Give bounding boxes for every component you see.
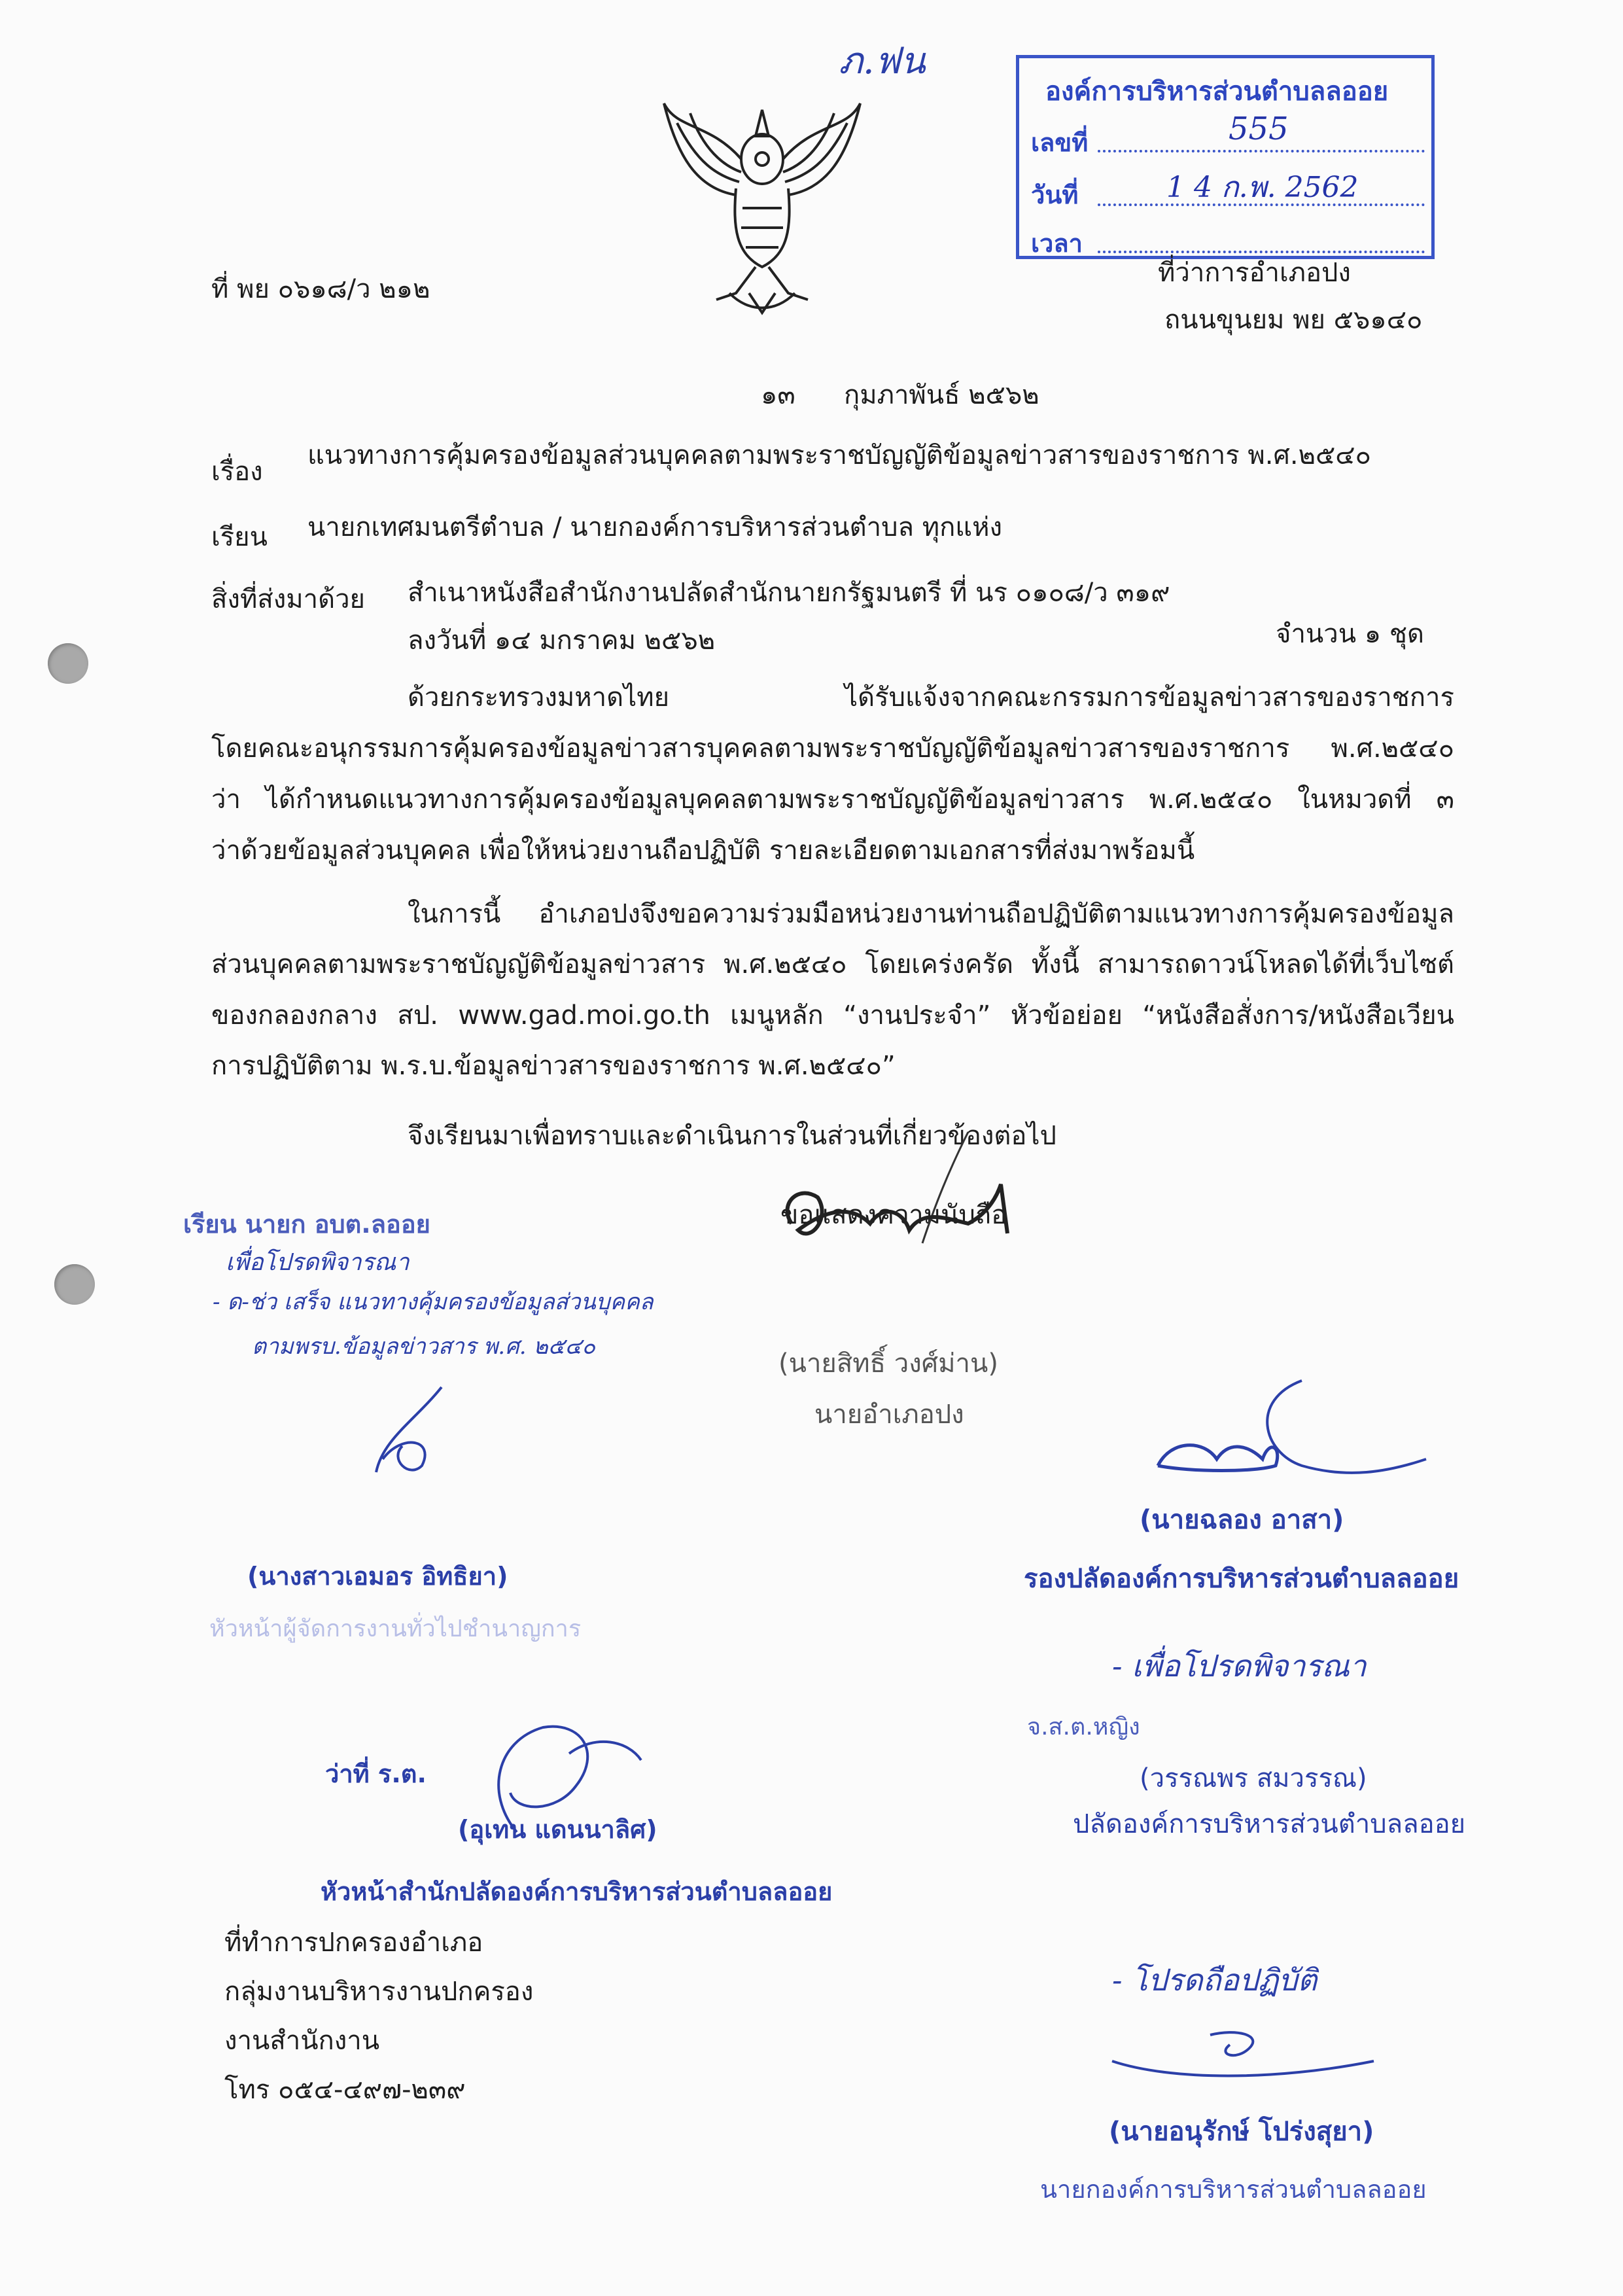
regards: ขอแสดงความนับถือ [780,1200,1007,1230]
annotation-left-line3: ตามพรบ.ข้อมูลข่าวสาร พ.ศ. ๒๕๔๐ [252,1333,595,1360]
date-month-year: กุมภาพันธ์ ๒๕๖๒ [844,380,1039,410]
stamp-date-value: 1 4 ก.พ. 2562 [1166,171,1359,204]
acting-title: หัวหน้าสำนักปลัดองค์การบริหารส่วนตำบลลออย [321,1877,833,1906]
annotation-left-line2: - ด-ช่ว เสร็จ แนวทางคุ้มครองข้อมูลส่วนบุคคล [213,1289,654,1315]
garuda-emblem-icon [657,97,867,319]
annotation-left-line1: เพื่อโปรดพิจารณา [226,1249,410,1276]
acting-label: ว่าที่ ร.ต. [325,1759,427,1788]
mayor-title: นายกองค์การบริหารส่วนตำบลลออย [1040,2175,1427,2204]
stamp-number-dots [1098,150,1425,152]
district-chief-signature [772,1125,1047,1256]
stamp-time-dots [1098,251,1425,253]
office-line3: งานสำนักงาน [224,2026,380,2056]
deputy-note: - เพื่อโปรดพิจารณา [1112,1648,1367,1684]
enclosure-label: สิ่งที่ส่งมาด้วย [211,584,365,614]
enclosure-line2: ลงวันที่ ๑๔ มกราคม ๒๕๖๒ [408,626,716,656]
stamp-time-label: เวลา [1031,229,1083,258]
sender-address: ถนนขุนยม พย ๕๖๑๔๐ [1164,305,1423,335]
body-p2-line1: ในการนี้ อำเภอปงจึงขอความร่วมมือหน่วยงานท่านถือปฏิบัติตามแนวทางการคุ้มครองข้อมูล [408,899,1454,929]
subject-text: แนวทางการคุ้มครองข้อมูลส่วนบุคคลตามพระราชบัญญัติข้อมูลข่าวสารของราชการ พ.ศ.๒๕๔๐ [307,440,1371,470]
recipient-label: เรียน [211,522,268,552]
body-p1-line2: โดยคณะอนุกรรมการคุ้มครองข้อมูลข่าวสารบุคคลตามพระราชบัญญัติข้อมูลข่าวสารของราชการ พ.ศ.๒๕๔๐ [211,733,1454,764]
annotation-left-name: (นางสาวเอมอร อิทธิยา) [247,1562,508,1591]
recipient-text: นายกเทศมนตรีตำบล / นายกองค์การบริหารส่วนตำบล ทุกแห่ง [307,512,1002,542]
left-initial-signature [363,1381,468,1485]
body-p1-line3: ว่า ได้กำหนดแนวทางการคุ้มครองข้อมูลบุคคลตามพระราชบัญญัติข้อมูลข่าวสาร พ.ศ.๒๕๔๐ ในหมวดที่ ๓ [211,785,1454,815]
mayor-note: - โปรดถือปฏิบัติ [1112,1962,1318,1998]
stamp-number-label: เลขที่ [1031,128,1089,157]
body-p2-line3: ของกลองกลาง สป. www.gad.moi.go.th เมนูหลัก “งานประจำ” หัวข้อย่อย “หนังสือสั่งการ/หนังสือเวียน [211,1000,1454,1031]
clerk-name: (วรรณพร สมวรรณ) [1140,1763,1367,1793]
punch-hole-bottom [54,1264,95,1305]
punch-hole-top [48,643,88,684]
clerk-label: จ.ส.ต.หญิง [1027,1714,1140,1740]
body-p1-line1: ด้วยกระทรวงมหาดไทย ได้รับแจ้งจากคณะกรรมการข้อมูลข่าวสารของราชการ [408,682,1454,713]
top-handwritten-note: ภ.ฟน [839,40,926,82]
deputy-title: รองปลัดองค์การบริหารส่วนตำบลลออย [1024,1564,1459,1594]
stamp-org: องค์การบริหารส่วนตำบลลออย [1045,77,1389,107]
stamp-date-label: วันที่ [1031,181,1079,209]
deputy-name: (นายฉลอง อาสา) [1140,1505,1344,1535]
office-line2: กลุ่มงานบริหารงานปกครอง [224,1977,534,2007]
office-line1: ที่ทำการปกครองอำเภอ [224,1928,483,1958]
acting-name: (อุเทน แดนนาลิศ) [458,1815,657,1844]
enclosure-count: จำนวน ๑ ชุด [1276,619,1424,649]
office-phone: โทร ๐๕๔-๔๙๗-๒๓๙ [224,2075,466,2105]
mayor-signature [1106,2009,1380,2087]
body-p2-line4: การปฏิบัติตาม พ.ร.บ.ข้อมูลข่าวสารของราชการ พ.ศ.๒๕๔๐” [211,1051,896,1081]
closing-line: จึงเรียนมาเพื่อทราบและดำเนินการในส่วนที่เกี่ยวข้องต่อไป [408,1121,1056,1151]
mayor-name: (นายอนุรักษ์ โปร่งสุยา) [1109,2117,1374,2147]
sender-office: ที่ว่าการอำเภอปง [1158,258,1351,288]
district-chief-title: นายอำเภอปง [814,1400,964,1430]
body-p1-line4: ว่าด้วยข้อมูลส่วนบุคคล เพื่อให้หน่วยงานถือปฏิบัติ รายละเอียดตามเอกสารที่ส่งมาพร้อมนี้ [211,836,1195,866]
stamp-number-value: 555 [1229,111,1289,147]
document-reference: ที่ พย ๐๖๑๘/ว ๒๑๒ [211,274,430,304]
enclosure-line1: สำเนาหนังสือสำนักงานปลัดสำนักนายกรัฐมนตรี ที่ นร ๐๑๐๘/ว ๓๑๙ [408,578,1170,608]
deputy-signature [1151,1374,1426,1492]
clerk-title: ปลัดองค์การบริหารส่วนตำบลลออย [1073,1809,1466,1839]
receipt-stamp [1016,55,1435,259]
annotation-left-heading: เรียน นายก อบต.ลออย [183,1210,430,1239]
body-p2-line2: ส่วนบุคคลตามพระราชบัญญัติข้อมูลข่าวสาร พ.ศ.๒๕๔๐ โดยเคร่งครัด ทั้งนี้ สามารถดาวน์โหลดได้ที่เว็บไซต์ [211,949,1454,980]
subject-label: เรื่อง [211,457,263,487]
annotation-left-title: หัวหน้าผู้จัดการงานทั่วไปชำนาญการ [209,1616,582,1642]
date-day: ๑๓ [761,380,795,410]
district-chief-name: (นายสิทธิ์ วงศ์ม่าน) [778,1349,998,1379]
